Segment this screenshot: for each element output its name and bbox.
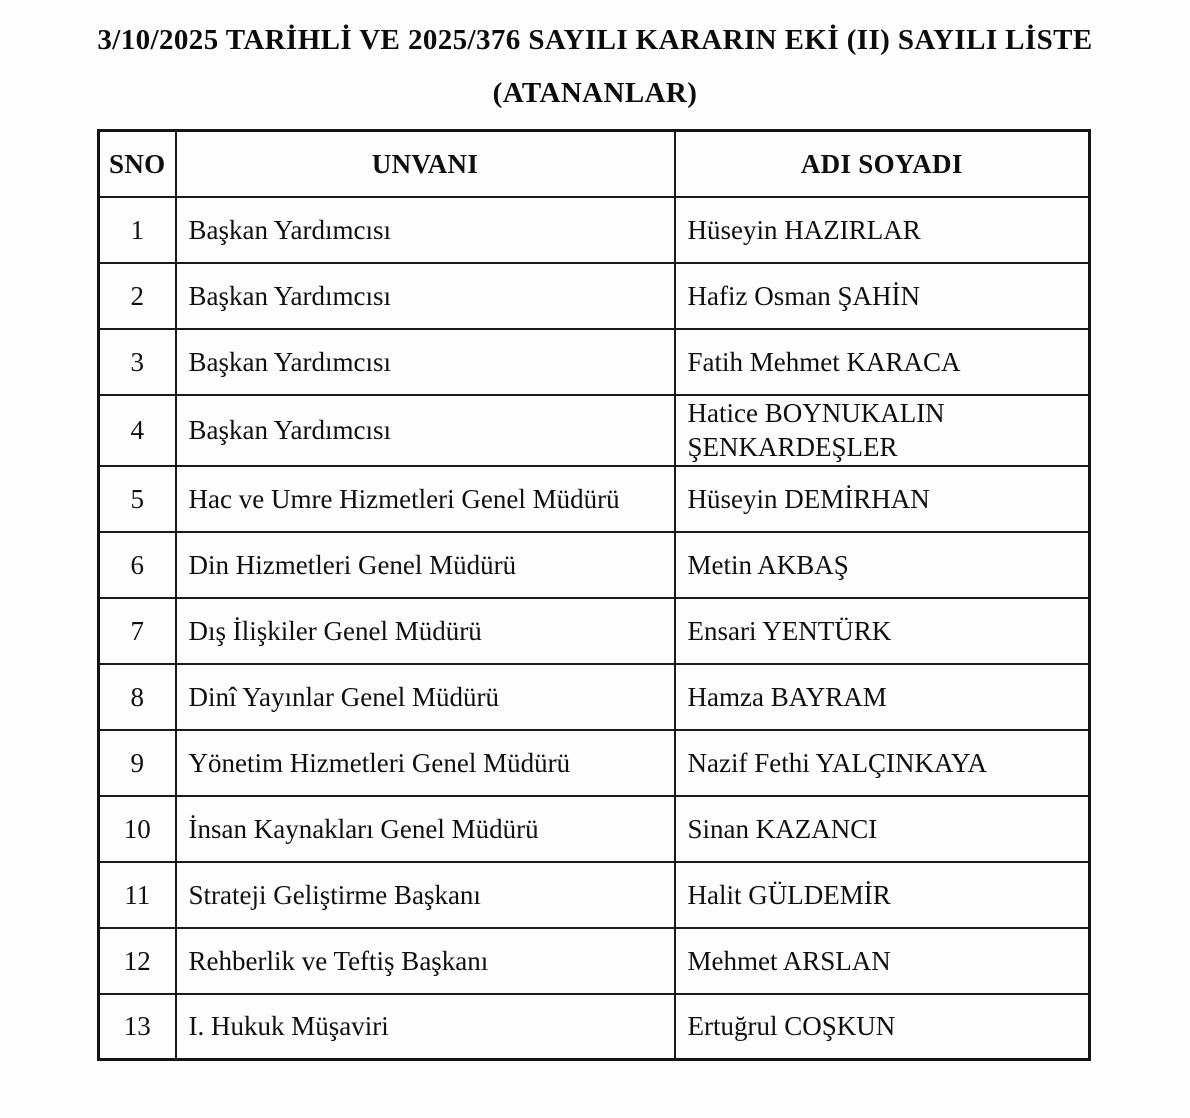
document-title: 3/10/2025 TARİHLİ VE 2025/376 SAYILI KARARIN EKİ (II) SAYILI LİSTE: [97, 24, 1093, 56]
cell-unvan: Başkan Yardımcısı: [176, 329, 675, 395]
table-row: [99, 466, 1090, 532]
cell-unvan: İnsan Kaynakları Genel Müdürü: [176, 796, 675, 862]
cell-unvan: Din Hizmetleri Genel Müdürü: [176, 532, 675, 598]
header-sno: SNO: [99, 131, 176, 197]
cell-sno: 5: [99, 466, 176, 532]
cell-unvan: Dış İlişkiler Genel Müdürü: [176, 598, 675, 664]
header-unvan: UNVANI: [176, 131, 675, 197]
cell-name: Mehmet ARSLAN: [675, 928, 1090, 994]
cell-sno: 11: [99, 862, 176, 928]
table-row: [99, 994, 1090, 1060]
table-header-row: [99, 131, 1090, 197]
cell-name: Metin AKBAŞ: [675, 532, 1090, 598]
cell-name: Hamza BAYRAM: [675, 664, 1090, 730]
cell-name: Fatih Mehmet KARACA: [675, 329, 1090, 395]
cell-unvan: Dinî Yayınlar Genel Müdürü: [176, 664, 675, 730]
cell-sno: 13: [99, 994, 176, 1060]
cell-sno: 4: [99, 395, 176, 466]
cell-unvan: Yönetim Hizmetleri Genel Müdürü: [176, 730, 675, 796]
table-row: [99, 664, 1090, 730]
table-row: [99, 796, 1090, 862]
cell-name: Halit GÜLDEMİR: [675, 862, 1090, 928]
table-row: [99, 329, 1090, 395]
cell-unvan: Başkan Yardımcısı: [176, 263, 675, 329]
cell-name: Ertuğrul COŞKUN: [675, 994, 1090, 1060]
cell-name: Hüseyin HAZIRLAR: [675, 197, 1090, 263]
table-row: [99, 395, 1090, 466]
table-row: [99, 928, 1090, 994]
cell-name: Nazif Fethi YALÇINKAYA: [675, 730, 1090, 796]
cell-unvan: I. Hukuk Müşaviri: [176, 994, 675, 1060]
table-row: [99, 263, 1090, 329]
table-row: [99, 862, 1090, 928]
cell-unvan: Hac ve Umre Hizmetleri Genel Müdürü: [176, 466, 675, 532]
cell-unvan: Başkan Yardımcısı: [176, 395, 675, 466]
table-row: [99, 532, 1090, 598]
cell-unvan: Başkan Yardımcısı: [176, 197, 675, 263]
cell-sno: 1: [99, 197, 176, 263]
table-row: [99, 730, 1090, 796]
cell-name: Ensari YENTÜRK: [675, 598, 1090, 664]
cell-sno: 2: [99, 263, 176, 329]
cell-sno: 9: [99, 730, 176, 796]
cell-name: Sinan KAZANCI: [675, 796, 1090, 862]
cell-name: Hüseyin DEMİRHAN: [675, 466, 1090, 532]
cell-sno: 3: [99, 329, 176, 395]
cell-sno: 10: [99, 796, 176, 862]
cell-sno: 6: [99, 532, 176, 598]
cell-sno: 7: [99, 598, 176, 664]
table-row: [99, 598, 1090, 664]
cell-name: Hatice BOYNUKALIN ŞENKARDEŞLER: [675, 395, 1090, 466]
document-subtitle: (ATANANLAR): [492, 77, 698, 110]
cell-unvan: Strateji Geliştirme Başkanı: [176, 862, 675, 928]
cell-unvan: Rehberlik ve Teftiş Başkanı: [176, 928, 675, 994]
cell-name: Hafiz Osman ŞAHİN: [675, 263, 1090, 329]
cell-sno: 8: [99, 664, 176, 730]
table-row: [99, 197, 1090, 263]
header-name: ADI SOYADI: [675, 131, 1090, 197]
cell-sno: 12: [99, 928, 176, 994]
appointments-table: [97, 129, 1091, 1061]
